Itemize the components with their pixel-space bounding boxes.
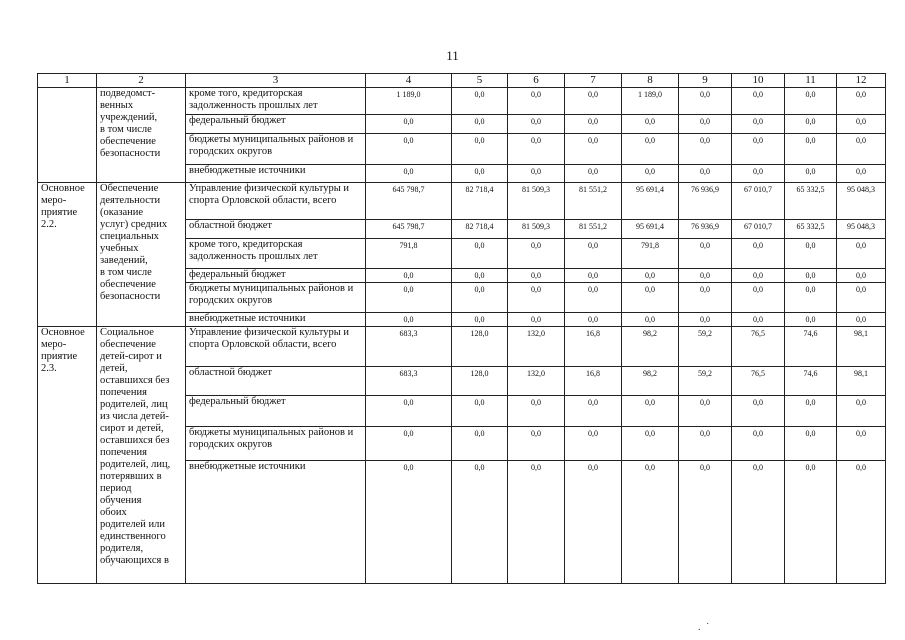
amount-cell: 0,0: [837, 283, 886, 313]
activity-code-cell: [38, 88, 97, 183]
amount-cell: 0,0: [452, 461, 508, 584]
amount-cell: 0,0: [565, 239, 622, 269]
amount-cell: 59,2: [679, 327, 732, 367]
amount-cell: 81 509,3: [508, 220, 565, 239]
funding-source-cell: Управление физической культуры и спорта Орловской области, всего: [186, 327, 366, 367]
amount-cell: 0,0: [732, 134, 785, 165]
amount-cell: 0,0: [565, 396, 622, 427]
funding-source-cell: федеральный бюджет: [186, 396, 366, 427]
amount-cell: 791,8: [622, 239, 679, 269]
amount-cell: 0,0: [366, 269, 452, 283]
amount-cell: 0,0: [622, 427, 679, 461]
amount-cell: 0,0: [452, 269, 508, 283]
header-cell: 6: [508, 74, 565, 88]
amount-cell: 0,0: [732, 269, 785, 283]
header-cell: 3: [186, 74, 366, 88]
amount-cell: 98,1: [837, 367, 886, 396]
amount-cell: 645 798,7: [366, 220, 452, 239]
amount-cell: 0,0: [452, 115, 508, 134]
amount-cell: 128,0: [452, 367, 508, 396]
amount-cell: 0,0: [837, 461, 886, 584]
amount-cell: 645 798,7: [366, 183, 452, 220]
table-row: [38, 88, 886, 115]
amount-cell: 0,0: [452, 134, 508, 165]
funding-source-cell: бюджеты муниципальных районов и городских округов: [186, 134, 366, 165]
amount-cell: 0,0: [366, 461, 452, 584]
activity-description-cell: Обеспечение деятельности (оказание услуг) средних специальных учебных заведений, в том числе обеспечение безопасности: [97, 183, 186, 327]
amount-cell: 0,0: [622, 461, 679, 584]
amount-cell: 0,0: [622, 165, 679, 183]
amount-cell: 0,0: [622, 396, 679, 427]
amount-cell: 67 010,7: [732, 183, 785, 220]
funding-source-cell: областной бюджет: [186, 220, 366, 239]
amount-cell: 81 551,2: [565, 220, 622, 239]
amount-cell: 0,0: [785, 239, 837, 269]
amount-cell: 791,8: [366, 239, 452, 269]
funding-source-cell: внебюджетные источники: [186, 461, 366, 584]
amount-cell: 81 551,2: [565, 183, 622, 220]
amount-cell: 0,0: [679, 165, 732, 183]
amount-cell: 0,0: [732, 115, 785, 134]
amount-cell: 0,0: [785, 396, 837, 427]
amount-cell: 59,2: [679, 367, 732, 396]
column-number-header: [38, 74, 886, 88]
amount-cell: 0,0: [785, 134, 837, 165]
amount-cell: 0,0: [732, 239, 785, 269]
amount-cell: 128,0: [452, 327, 508, 367]
amount-cell: 0,0: [837, 115, 886, 134]
amount-cell: 0,0: [732, 165, 785, 183]
amount-cell: 76 936,9: [679, 220, 732, 239]
amount-cell: 0,0: [837, 165, 886, 183]
header-cell: 5: [452, 74, 508, 88]
amount-cell: 0,0: [837, 396, 886, 427]
amount-cell: 0,0: [508, 396, 565, 427]
amount-cell: 95 048,3: [837, 220, 886, 239]
amount-cell: 0,0: [785, 283, 837, 313]
amount-cell: 0,0: [785, 88, 837, 115]
amount-cell: 98,2: [622, 367, 679, 396]
scan-mark: .: [698, 622, 701, 633]
amount-cell: 0,0: [508, 313, 565, 327]
amount-cell: 0,0: [508, 115, 565, 134]
amount-cell: 0,0: [565, 165, 622, 183]
funding-source-cell: федеральный бюджет: [186, 269, 366, 283]
amount-cell: 0,0: [837, 313, 886, 327]
amount-cell: 98,1: [837, 327, 886, 367]
amount-cell: 0,0: [452, 88, 508, 115]
amount-cell: 0,0: [622, 313, 679, 327]
amount-cell: 0,0: [785, 313, 837, 327]
amount-cell: 0,0: [452, 427, 508, 461]
amount-cell: 0,0: [452, 396, 508, 427]
amount-cell: 683,3: [366, 327, 452, 367]
amount-cell: 0,0: [508, 269, 565, 283]
amount-cell: 0,0: [366, 396, 452, 427]
amount-cell: 0,0: [622, 283, 679, 313]
amount-cell: 0,0: [679, 134, 732, 165]
header-cell: 11: [785, 74, 837, 88]
amount-cell: 0,0: [785, 269, 837, 283]
amount-cell: 0,0: [622, 269, 679, 283]
amount-cell: 0,0: [452, 165, 508, 183]
amount-cell: 74,6: [785, 327, 837, 367]
amount-cell: 0,0: [679, 88, 732, 115]
amount-cell: 0,0: [452, 239, 508, 269]
amount-cell: 0,0: [785, 461, 837, 584]
header-cell: 4: [366, 74, 452, 88]
amount-cell: 81 509,3: [508, 183, 565, 220]
amount-cell: 0,0: [679, 115, 732, 134]
funding-source-cell: внебюджетные источники: [186, 313, 366, 327]
amount-cell: 0,0: [785, 165, 837, 183]
funding-source-cell: кроме того, кредиторская задолженность прошлых лет: [186, 239, 366, 269]
amount-cell: 16,8: [565, 367, 622, 396]
amount-cell: 0,0: [565, 283, 622, 313]
amount-cell: 0,0: [785, 427, 837, 461]
amount-cell: 65 332,5: [785, 183, 837, 220]
funding-source-cell: внебюджетные источники: [186, 165, 366, 183]
amount-cell: 0,0: [565, 115, 622, 134]
amount-cell: 0,0: [732, 427, 785, 461]
amount-cell: 0,0: [366, 283, 452, 313]
amount-cell: 0,0: [565, 427, 622, 461]
amount-cell: 0,0: [785, 115, 837, 134]
amount-cell: 0,0: [565, 461, 622, 584]
amount-cell: 0,0: [837, 269, 886, 283]
funding-source-cell: бюджеты муниципальных районов и городских округов: [186, 283, 366, 313]
amount-cell: 0,0: [508, 461, 565, 584]
amount-cell: 0,0: [837, 88, 886, 115]
amount-cell: 0,0: [837, 239, 886, 269]
budget-table: [37, 73, 886, 584]
amount-cell: 95 048,3: [837, 183, 886, 220]
amount-cell: 98,2: [622, 327, 679, 367]
activity-code-cell: Основное меро- приятие 2.3.: [38, 327, 97, 584]
amount-cell: 0,0: [508, 165, 565, 183]
amount-cell: 76,5: [732, 367, 785, 396]
table-row: [38, 183, 886, 220]
amount-cell: 0,0: [679, 313, 732, 327]
amount-cell: 0,0: [565, 134, 622, 165]
amount-cell: 0,0: [565, 88, 622, 115]
amount-cell: 74,6: [785, 367, 837, 396]
amount-cell: 0,0: [732, 396, 785, 427]
amount-cell: 76,5: [732, 327, 785, 367]
amount-cell: 95 691,4: [622, 220, 679, 239]
amount-cell: 0,0: [565, 313, 622, 327]
header-cell: 12: [837, 74, 886, 88]
scan-mark: ˙: [706, 622, 710, 633]
amount-cell: 16,8: [565, 327, 622, 367]
amount-cell: 76 936,9: [679, 183, 732, 220]
amount-cell: 0,0: [452, 313, 508, 327]
table-row: [38, 327, 886, 367]
amount-cell: 132,0: [508, 367, 565, 396]
amount-cell: 0,0: [366, 427, 452, 461]
amount-cell: 0,0: [452, 283, 508, 313]
page-number: 11: [446, 48, 459, 63]
amount-cell: 67 010,7: [732, 220, 785, 239]
amount-cell: 0,0: [508, 283, 565, 313]
header-cell: 9: [679, 74, 732, 88]
amount-cell: 683,3: [366, 367, 452, 396]
activity-description-cell: Социальное обеспечение детей-сирот и детей, оставшихся без попечения родителей, лиц из числа детей- сирот и детей, оставшихся без попечения родителей, лиц, потерявших в период обучения обоих родителей или единственного родителя, обучающихся в: [97, 327, 186, 584]
activity-description-cell: подведомст- венных учреждений, в том числе обеспечение безопасности: [97, 88, 186, 183]
amount-cell: 0,0: [366, 115, 452, 134]
amount-cell: 0,0: [679, 396, 732, 427]
amount-cell: 95 691,4: [622, 183, 679, 220]
amount-cell: 0,0: [679, 427, 732, 461]
amount-cell: 0,0: [837, 134, 886, 165]
amount-cell: 0,0: [679, 461, 732, 584]
amount-cell: 0,0: [508, 134, 565, 165]
amount-cell: 0,0: [366, 313, 452, 327]
amount-cell: 0,0: [366, 165, 452, 183]
amount-cell: 1 189,0: [366, 88, 452, 115]
amount-cell: 0,0: [622, 115, 679, 134]
amount-cell: 0,0: [622, 134, 679, 165]
header-cell: 2: [97, 74, 186, 88]
amount-cell: 0,0: [679, 239, 732, 269]
amount-cell: 132,0: [508, 327, 565, 367]
amount-cell: 65 332,5: [785, 220, 837, 239]
amount-cell: 0,0: [679, 269, 732, 283]
funding-source-cell: бюджеты муниципальных районов и городских округов: [186, 427, 366, 461]
header-cell: 7: [565, 74, 622, 88]
header-cell: 1: [38, 74, 97, 88]
amount-cell: 0,0: [837, 427, 886, 461]
amount-cell: 0,0: [732, 313, 785, 327]
funding-source-cell: федеральный бюджет: [186, 115, 366, 134]
header-cell: 10: [732, 74, 785, 88]
amount-cell: 82 718,4: [452, 220, 508, 239]
funding-source-cell: областной бюджет: [186, 367, 366, 396]
amount-cell: 0,0: [508, 239, 565, 269]
amount-cell: 0,0: [565, 269, 622, 283]
amount-cell: 0,0: [732, 461, 785, 584]
amount-cell: 0,0: [366, 134, 452, 165]
amount-cell: 0,0: [508, 88, 565, 115]
amount-cell: 1 189,0: [622, 88, 679, 115]
activity-code-cell: Основное меро- приятие 2.2.: [38, 183, 97, 327]
header-cell: 8: [622, 74, 679, 88]
amount-cell: 82 718,4: [452, 183, 508, 220]
amount-cell: 0,0: [679, 283, 732, 313]
amount-cell: 0,0: [508, 427, 565, 461]
amount-cell: 0,0: [732, 88, 785, 115]
amount-cell: 0,0: [732, 283, 785, 313]
funding-source-cell: Управление физической культуры и спорта Орловской области, всего: [186, 183, 366, 220]
funding-source-cell: кроме того, кредиторская задолженность прошлых лет: [186, 88, 366, 115]
